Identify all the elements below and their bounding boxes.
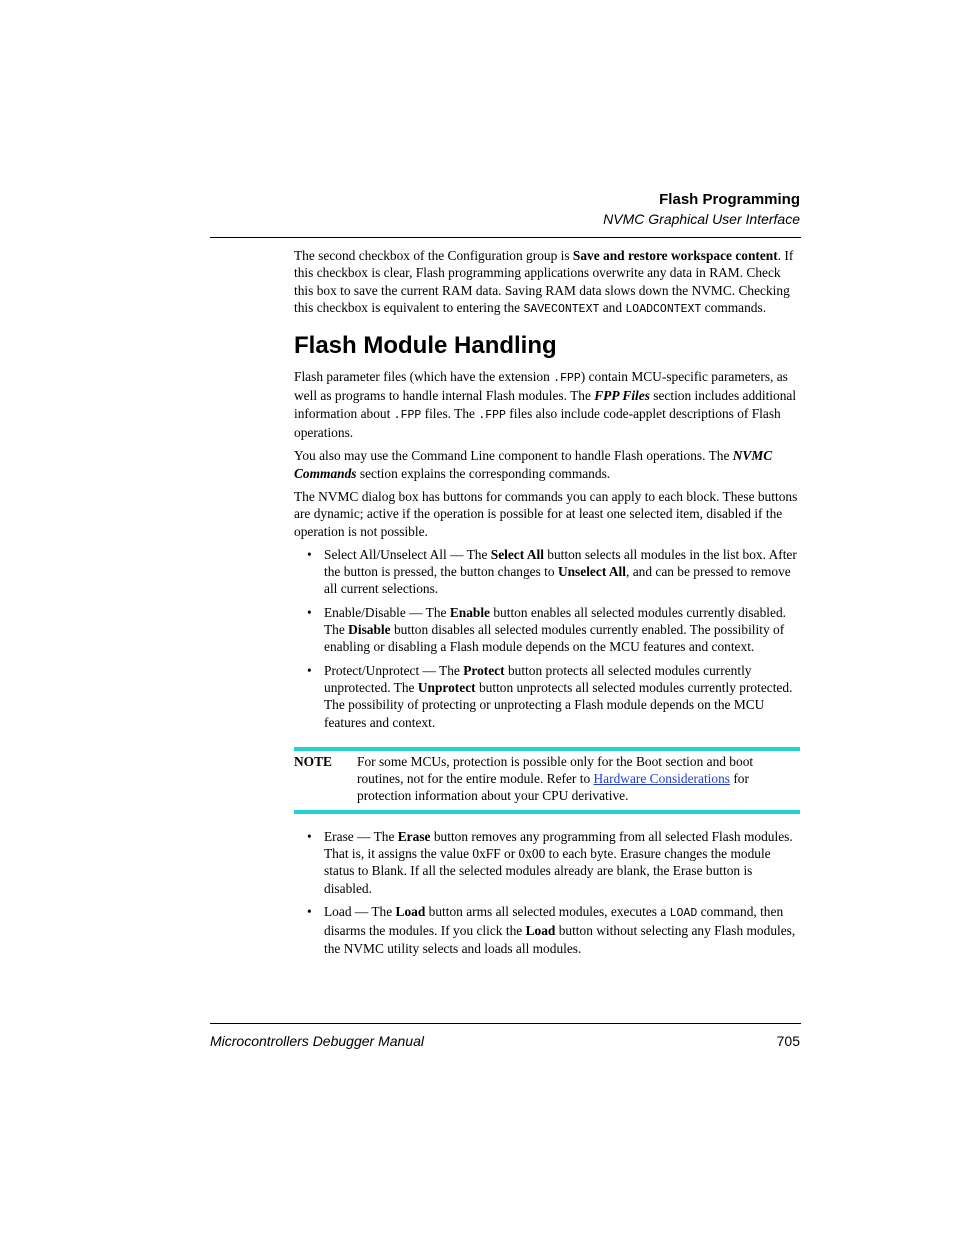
note-text: For some MCUs, protection is possible only for the Boot section and boot routines, not for the entire module. Refer to Hardware Considerations for protection information about your CPU derivative. — [357, 753, 754, 804]
list-item: • Select All/Unselect All — The Select All button selects all modules in the list box. After the button is pressed, the button changes to Unselect All, and can be pressed to remove all current selections. — [307, 546, 797, 597]
footer-divider — [210, 1023, 801, 1024]
code-term: LOADCONTEXT — [625, 302, 702, 316]
bold-term: Save and restore workspace content — [572, 248, 778, 263]
note-label: NOTE — [294, 753, 332, 769]
page-body — [294, 247, 800, 963]
list-item: • Protect/Unprotect — The Protect button protects all selected modules currently unprotected. The Unprotect button unprotects all selected modules currently protected. The possibility of protecting or unprotecting a Flash module depends on the MCU features and context. — [307, 662, 793, 730]
button-list — [294, 546, 800, 731]
paragraph-fpp-files: Flash parameter files (which have the extension .FPP) contain MCU-specific parameters, as well as programs to handle internal Flash modules. The FPP Files section includes additional information about .FPP files. The .FPP files also include code-applet descriptions of Flash operations. — [294, 369, 797, 441]
code-term: SAVECONTEXT — [523, 302, 600, 316]
bullet-icon: • — [307, 604, 312, 620]
intro-paragraph: The second checkbox of the Configuration group is Save and restore workspace content. If this checkbox is clear, Flash programming applications overwrite any data in RAM. Check this box to save the current RAM data. Saving RAM data slows down the NVMC. Checking this checkbox is equivalent to entering the SAVECONTEXT and LOADCONTEXT commands. — [294, 248, 794, 316]
code-term: LOAD — [669, 906, 698, 920]
footer-manual-title: Microcontrollers Debugger Manual — [210, 1033, 424, 1049]
hardware-considerations-link[interactable]: Hardware Considerations — [593, 771, 730, 787]
section-reference: NVMC Commands — [294, 448, 773, 481]
code-term: .FPP — [478, 408, 506, 422]
button-list-continued — [294, 828, 800, 957]
list-item: • Enable/Disable — The Enable button enables all selected modules currently disabled. The Disable button disables all selected modules currently enabled. The possibility of enabling or disabling a Flash module depends on the MCU features and context. — [307, 604, 786, 655]
paragraph-dialog-buttons: The NVMC dialog box has buttons for commands you can apply to each block. These buttons are dynamic; active if the operation is possible for at least one selected item, disabled if the operation is not possible. — [294, 488, 798, 539]
page-number: 705 — [776, 1033, 800, 1049]
note-box — [294, 747, 800, 814]
list-item: • Erase — The Erase button removes any programming from all selected Flash modules. That is, it assigns the value 0xFF or 0x00 to each byte. Erasure changes the module status to Blank. If all the selected modules already are blank, the Erase button is disabled. — [307, 828, 793, 896]
header-divider — [210, 237, 801, 238]
bullet-icon: • — [307, 903, 312, 919]
list-item: • Load — The Load button arms all selected modules, executes a LOAD command, then disarms the modules. If you click the Load button without selecting any Flash modules, the NVMC utility selects and loads all modules. — [307, 903, 796, 956]
code-term: .FPP — [553, 372, 581, 386]
bullet-icon: • — [307, 546, 312, 562]
paragraph-command-line: You also may use the Command Line component to handle Flash operations. The NVMC Commands section explains the corresponding commands. — [294, 448, 773, 481]
bullet-icon: • — [307, 828, 312, 844]
running-header-title: Flash Programming — [659, 191, 800, 208]
section-heading: Flash Module Handling — [294, 332, 557, 360]
code-term: .FPP — [393, 408, 422, 422]
bullet-icon: • — [307, 662, 312, 678]
running-header-subtitle: NVMC Graphical User Interface — [603, 211, 800, 227]
section-reference: FPP Files — [594, 388, 650, 404]
